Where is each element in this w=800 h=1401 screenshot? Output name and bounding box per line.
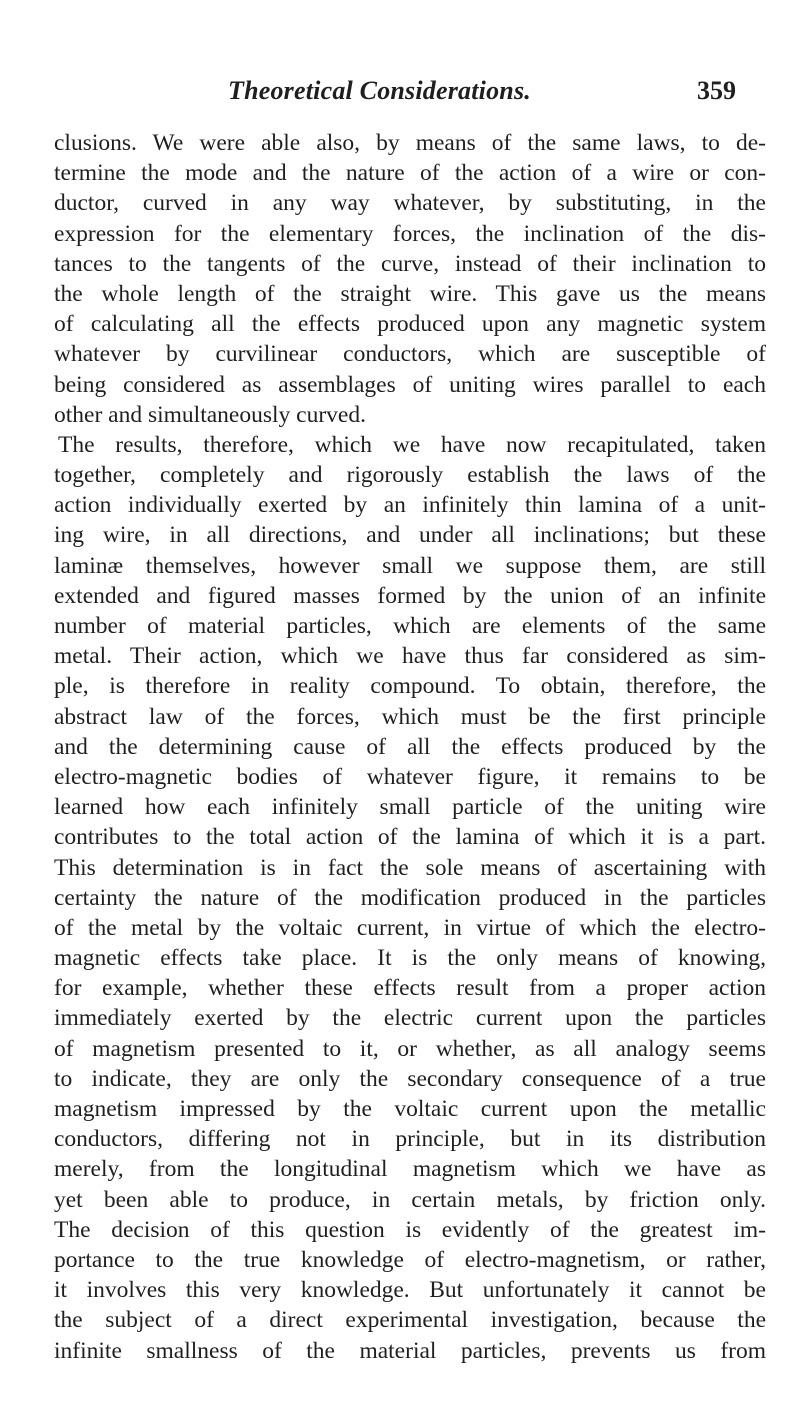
- text-line: certainty the nature of the modification produced in the particles: [54, 884, 766, 911]
- text-line: other and simultaneously curved.: [54, 401, 366, 428]
- text-line: magnetism impressed by the voltaic current upon the metallic: [54, 1096, 766, 1122]
- text-line: portance to the true knowledge of electro-magnetism, or rather,: [54, 1246, 766, 1273]
- text-line: immediately exerted by the electric current upon the particles: [54, 1005, 766, 1032]
- text-line: action individually exerted by an infinitely thin lamina of a unit-: [54, 492, 766, 519]
- text-line: extended and figured masses formed by the union of an infinite: [54, 582, 766, 609]
- text-line: to indicate, they are only the secondary consequence of a true: [54, 1065, 766, 1092]
- text-line: conductors, differing not in principle, but in its distribution: [54, 1126, 766, 1153]
- text-line: magnetic effects take place. It is the only means of knowing,: [54, 945, 766, 972]
- text-line: tances to the tangents of the curve, instead of their inclination to: [54, 250, 766, 277]
- text-line: of the metal by the voltaic current, in virtue of which the electro-: [54, 914, 766, 941]
- text-line: the whole length of the straight wire. This gave us the means: [54, 280, 766, 307]
- text-line: termine the mode and the nature of the action of a wire or con-: [54, 160, 766, 187]
- text-line: abstract law of the forces, which must be the first principle: [54, 703, 766, 730]
- body-text: [54, 128, 766, 1366]
- text-line: being considered as assemblages of uniting wires parallel to each: [54, 371, 766, 398]
- text-line: whatever by curvilinear conductors, which are susceptible of: [54, 341, 766, 368]
- text-line: laminæ themselves, however small we suppose them, are still: [54, 552, 766, 579]
- text-line: infinite smallness of the material particles, prevents us from: [54, 1337, 766, 1364]
- page-number: 359: [697, 76, 736, 105]
- text-line: contributes to the total action of the lamina of which it is a part.: [54, 824, 766, 851]
- text-line: metal. Their action, which we have thus far considered as sim-: [54, 643, 766, 670]
- text-line: expression for the elementary forces, the inclination of the dis-: [54, 220, 766, 247]
- text-line: it involves this very knowledge. But unfortunately it cannot be: [54, 1277, 766, 1304]
- running-title: Theoretical Considerations.: [228, 76, 531, 105]
- text-line: the subject of a direct experimental investigation, because the: [54, 1307, 766, 1334]
- text-line: for example, whether these effects result from a proper action: [54, 975, 766, 1002]
- text-line: learned how each infinitely small particle of the uniting wire: [54, 794, 766, 821]
- page-header: [0, 76, 800, 116]
- text-line: of calculating all the effects produced upon any magnetic system: [54, 311, 766, 338]
- text-line: merely, from the longitudinal magnetism which we have as: [54, 1156, 766, 1183]
- text-line: ductor, curved in any way whatever, by substituting, in the: [54, 190, 766, 217]
- text-line: together, completely and rigorously establish the laws of the: [54, 462, 766, 489]
- text-line: The results, therefore, which we have now recapitulated, taken: [58, 431, 766, 458]
- text-line: ple, is therefore in reality compound. To obtain, therefore, the: [54, 673, 766, 700]
- text-line: and the determining cause of all the effects produced by the: [54, 733, 766, 760]
- text-line: This determination is in fact the sole means of ascertaining with: [54, 854, 766, 881]
- text-line: clusions. We were able also, by means of the same laws, to de-: [54, 130, 766, 156]
- text-line: ing wire, in all directions, and under all inclinations; but these: [54, 522, 766, 549]
- text-line: electro-magnetic bodies of whatever figure, it remains to be: [54, 763, 766, 790]
- text-line: yet been able to produce, in certain metals, by friction only.: [54, 1186, 766, 1213]
- text-line: number of material particles, which are elements of the same: [54, 613, 766, 639]
- text-line: The decision of this question is evidently of the greatest im-: [54, 1216, 766, 1243]
- text-line: of magnetism presented to it, or whether, as all analogy seems: [54, 1035, 766, 1062]
